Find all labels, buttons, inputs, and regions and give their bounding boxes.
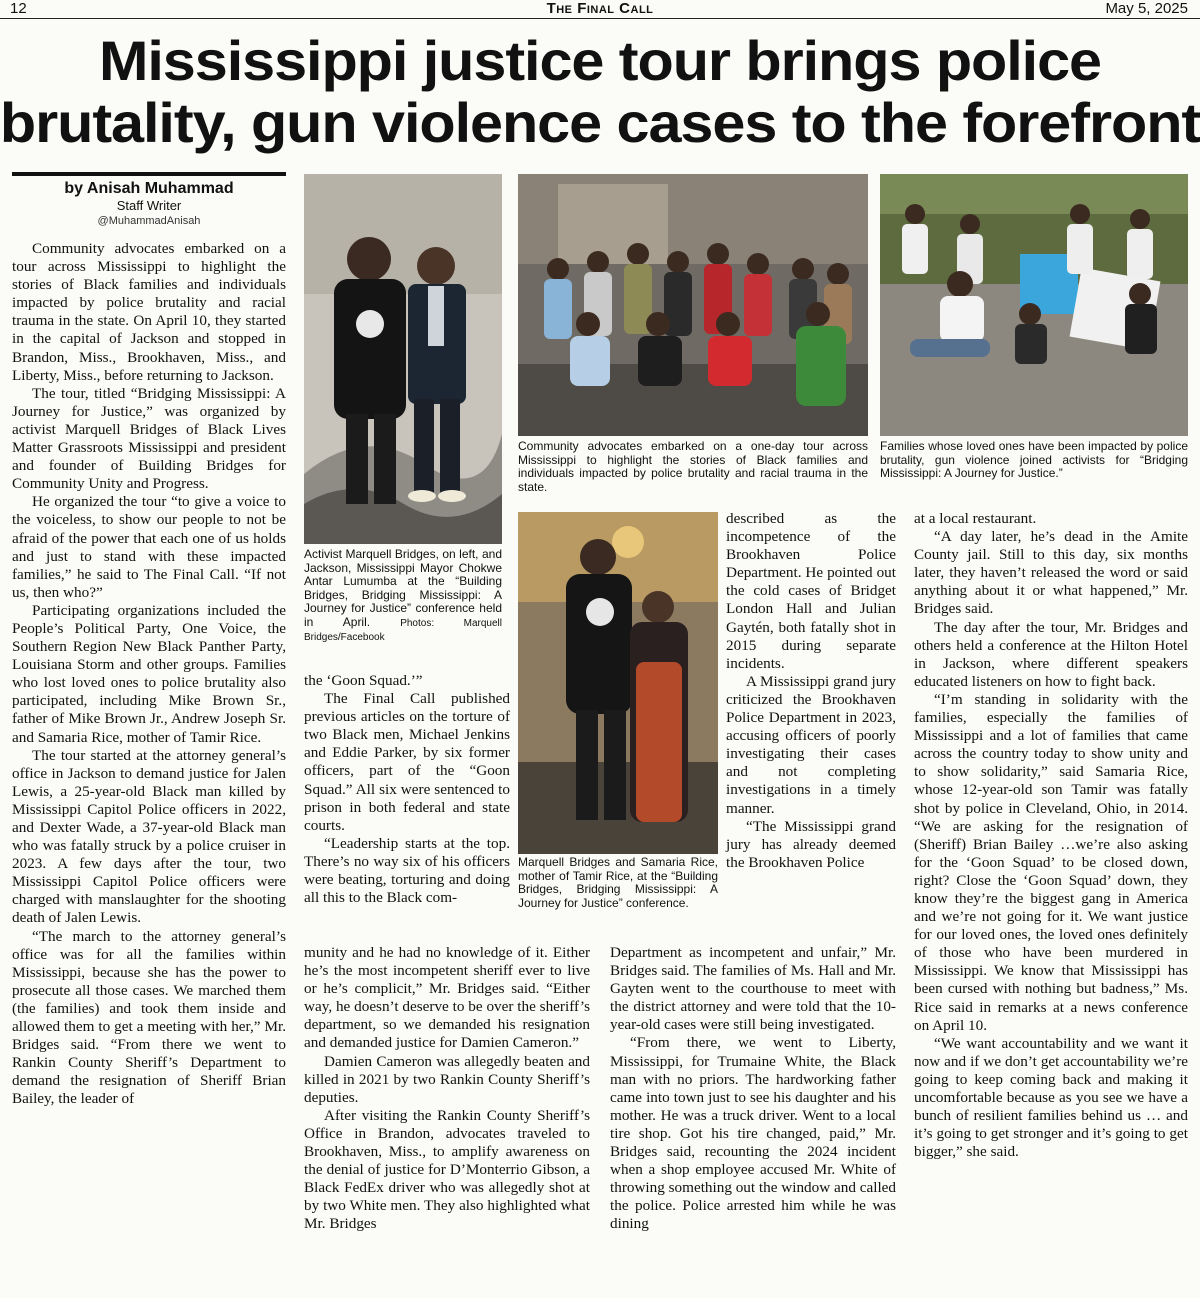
paragraph: “Leadership starts at the top. There’s no way six of his officers were beating, torturing and doing all this to the Black com- <box>304 834 510 907</box>
paragraph: “The Mississippi grand jury has already deemed the Brookhaven Police <box>726 817 896 871</box>
paragraph: Department as incompetent and unfair,” Mr. Bridges said. The families of Ms. Hall and Mr. Gayten went to the courthouse to meet with the district attorney and were told that the 10-year-old cases were still being investigated. <box>610 944 896 1034</box>
caption-photo-3: Families whose loved ones have been impacted by police brutality, gun violence joined activists for “Bridging Mississippi: A Journey for Justice.” <box>880 439 1188 480</box>
issue-date: May 5, 2025 <box>1105 0 1188 17</box>
page-number: 12 <box>10 0 27 17</box>
photo-bridges-and-mayor <box>304 174 502 544</box>
caption-photo-4: Marquell Bridges and Samaria Rice, mother of Tamir Rice, at the “Building Bridges, Bridging Mississippi: A Journey for Justice” conference. <box>518 855 718 910</box>
paragraph: The day after the tour, Mr. Bridges and others held a conference at the Hilton Hotel in Jackson, where different speakers educated listeners on how to fight back. <box>914 618 1188 690</box>
headline-line-1: Mississippi justice tour brings police <box>98 29 1102 92</box>
paragraph: He organized the tour “to give a voice to the voiceless, to show our people to not be afraid of the power that each one of us holds and just to stand with these impacted families,” he said to The Final Call. “If not us, then who?” <box>12 493 286 601</box>
publication-name: The Final Call <box>546 0 654 17</box>
photo-credit: Photos: Marquell Bridges/Facebook <box>304 617 502 643</box>
paragraph: Community advocates embarked on a tour across Mississippi to highlight the stories of Black families and individuals impacted by police brutality and racial trauma in the state. On April 10, they started in the capital of Jackson and stopped in Brandon, Miss., Brookhaven, Miss., and Liberty, Miss., before returning to Jackson. <box>12 240 286 384</box>
photo-bridges-and-rice-image <box>518 512 718 854</box>
paragraph: “The march to the attorney general’s office was for all the families within Mississippi, because she has the power to prosecute all those cases. We marched them (the families) and took them inside and allowed them to get a meeting with her,” Mr. Bridges said. “From there we went to Rankin County Sheriff’s Department to demand the resignation of Sheriff Brian Bailey, the leader of <box>12 927 286 1108</box>
photo-families-protest <box>880 174 1188 436</box>
author-name: by Anisah Muhammad <box>64 180 234 197</box>
photo-families-protest-image <box>880 174 1188 436</box>
caption-text: Activist Marquell Bridges, on left, and Jackson, Mississippi Mayor Chokwe Antar Lumumba at the “Building Bridges, Bridging Mississippi: A Journey for Justice” conference held in April. <box>304 547 502 629</box>
photo-group-advocates-image <box>518 174 868 436</box>
article-column-3 <box>726 510 896 872</box>
article-column-2-continued <box>304 944 590 1234</box>
photo-bridges-and-rice <box>518 512 718 854</box>
caption-photo-1 <box>304 548 502 645</box>
headline-line-2: brutality, gun violence cases to the forefront <box>0 91 1200 154</box>
photo-bridges-and-mayor-image <box>304 174 502 544</box>
paragraph: described as the incompetence of the Brookhaven Police Department. He pointed out the cold cases of Bridget London Hall and Julian Gaytén, both fatally shot in 2015 during separate incidents. <box>726 510 896 672</box>
article-column-2 <box>304 672 510 907</box>
paragraph: “We want accountability and we want it now and if we don’t get accountability we’re going to keep coming back and making it uncomfortable because as you see we have a bunch of resilient families behind us … and it’s going to get stronger and it’s going to get bigger,” she said. <box>914 1034 1188 1161</box>
paragraph: “I’m standing in solidarity with the families, especially the families of Mississippi and a lot of families that came across the country today to show unity and to show solidarity,” said Samaria Rice, whose 12-year-old son Tamir was fatally shot by police in Cleveland, Ohio, in 2014. “We are asking for the resignation of (Sheriff) Brian Bailey …we’re also asking for the ‘Goon Squad’ to be closed down, right? Close the ‘Goon Squad’ down, they know they’re the biggest gang in America and we’re not going for it. We want justice for our loved ones, the loved ones definitely of those who have been murdered in Mississippi. We know that Mississippi has been cursed with nothing but badness,” Ms. Rice said in remarks at a news conference on April 10. <box>914 690 1188 1034</box>
author-handle: @MuhammadAnisah <box>97 215 201 227</box>
paragraph: munity and he had no knowledge of it. Either he’s the most incompetent sheriff ever to live or he’s complicit,” Mr. Bridges said. “Either way, he doesn’t deserve to be over the sheriff’s department, so we demanded his resignation and demanded justice for Damien Cameron.” <box>304 944 590 1052</box>
paragraph: “A day later, he’s dead in the Amite County jail. Still to this day, six months later, they haven’t released the word or said anything about it or what happened,” Mr. Bridges said. <box>914 528 1188 618</box>
caption-photo-2: Community advocates embarked on a one-day tour across Mississippi to highlight the stories of Black families and individuals impacted by police brutality and racial trauma in the state. <box>518 439 868 494</box>
photo-group-advocates <box>518 174 868 436</box>
headline <box>0 30 1200 154</box>
article-column-1 <box>12 240 286 1109</box>
paragraph: After visiting the Rankin County Sheriff’s Office in Brandon, advocates traveled to Brookhaven, Miss., to amplify awareness on the denial of justice for D’Monterrio Gibson, a Black FedEx driver who was allegedly shot at by two White men. They also highlighted what Mr. Bridges <box>304 1106 590 1233</box>
author-role: Staff Writer <box>116 198 182 213</box>
paragraph: The tour, titled “Bridging Mississippi: A Journey for Justice,” was organized by activist Marquell Bridges of Black Lives Matter Grassroots Mississippi and president and founder of Building Bridges for Community Unity and Progress. <box>12 384 286 493</box>
paragraph: at a local restaurant. <box>914 510 1037 527</box>
paragraph: the ‘Goon Squad.’” <box>304 672 423 689</box>
paragraph: A Mississippi grand jury criticized the Brookhaven Police Department in 2023, accusing officers of poorly investigating their cases and not completing investigations in a timely manner. <box>726 672 896 817</box>
byline <box>12 172 286 229</box>
page-folio <box>0 0 1200 19</box>
paragraph: The Final Call published previous articles on the torture of two Black men, Michael Jenkins and Eddie Parker, by six former officers, part of the “Goon Squad.” All six were sentenced to prison in both federal and state courts. <box>304 690 510 834</box>
paragraph: Participating organizations included the People’s Political Party, One Voice, the Southern Region New Black Panther Party, Louisiana Storm and other groups. Families who lost loved ones to police brutality also participated, including Mike Brown Sr., father of Mike Brown Jr., Andrew Joseph Sr. and Samaria Rice, mother of Tamir Rice. <box>12 601 286 746</box>
paragraph: “From there, we went to Liberty, Mississippi, for Trumaine White, the Black man with no priors. The hardworking father came into town just to see his daughter and his mother. He was a truck driver. Went to a local tire shop. Got his tire changed, paid,” Mr. Bridges said, recounting the 2024 incident when a shop employee accused Mr. White of throwing something out the window and called the police. Police arrested him while he was dining <box>610 1034 896 1233</box>
paragraph: The tour started at the attorney general’s office in Jackson to demand justice for Jalen Lewis, a 25-year-old Black man killed by Mississippi Capitol Police officers in 2022, and Dexter Wade, a 37-year-old Black man who was fatally struck by a police cruiser in 2023. A few days after the tour, two Mississippi Capitol Police officers were charged with manslaughter for the shooting death of Jalen Lewis. <box>12 746 286 927</box>
paragraph: Damien Cameron was allegedly beaten and killed in 2021 by two Rankin County Sheriff’s deputies. <box>304 1052 590 1106</box>
article-column-3-continued <box>610 944 896 1234</box>
article-column-4 <box>914 510 1188 1161</box>
